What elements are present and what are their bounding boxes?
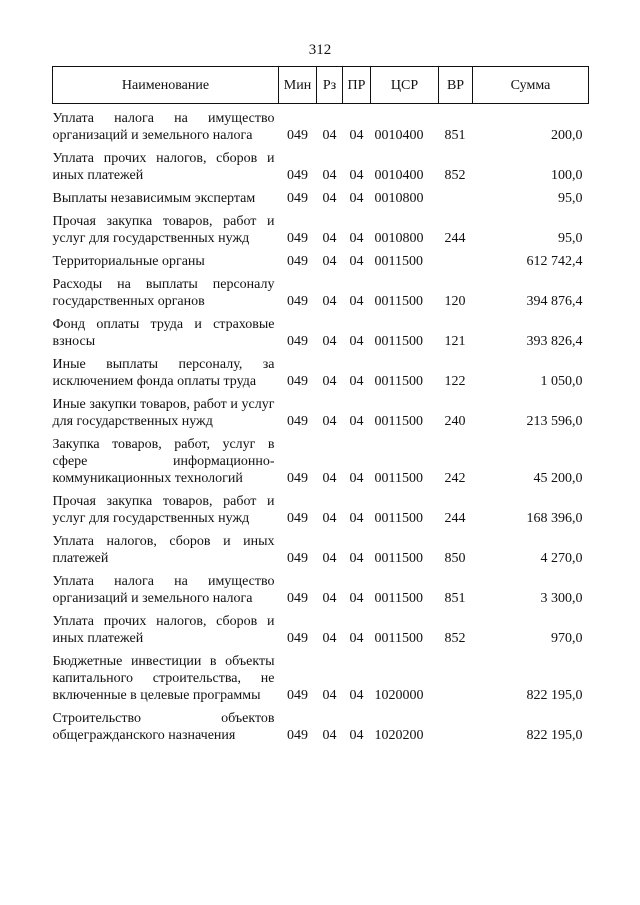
header-name: Наименование bbox=[53, 67, 279, 104]
cell-sum: 200,0 bbox=[551, 128, 583, 143]
cell-pr: 04 bbox=[349, 591, 364, 606]
cell-rz: 04 bbox=[322, 551, 337, 566]
cell-name: Бюджетные инвестиции в объекты капитального строительства, не включенные в целевые программы bbox=[52, 654, 275, 703]
cell-vr: 244 bbox=[444, 231, 466, 246]
cell-csr: 0011500 bbox=[374, 374, 423, 389]
cell-rz: 04 bbox=[322, 334, 337, 349]
cell-vr bbox=[439, 247, 473, 270]
cell-sum: 100,0 bbox=[551, 168, 583, 183]
cell-pr: 04 bbox=[349, 511, 364, 526]
cell-min: 049 bbox=[287, 471, 308, 486]
cell-vr: 852 bbox=[444, 631, 466, 646]
cell-sum: 822 195,0 bbox=[526, 688, 583, 703]
table-row bbox=[53, 310, 589, 350]
cell-pr: 04 bbox=[349, 128, 364, 143]
cell-name: Прочая закупка товаров, работ и услуг для государственных нужд bbox=[52, 494, 275, 526]
cell-pr: 04 bbox=[349, 551, 364, 566]
cell-name: Уплата прочих налогов, сборов и иных платежей bbox=[52, 151, 275, 183]
cell-name: Иные выплаты персоналу, за исключением фонда оплаты труда bbox=[52, 357, 275, 389]
cell-name: Уплата налогов, сборов и иных платежей bbox=[52, 534, 275, 566]
table-row bbox=[53, 487, 589, 527]
cell-min: 049 bbox=[287, 631, 308, 646]
cell-vr bbox=[439, 184, 473, 207]
cell-csr: 0010800 bbox=[374, 231, 424, 246]
cell-sum: 4 270,0 bbox=[540, 551, 583, 566]
cell-rz: 04 bbox=[322, 374, 337, 389]
cell-csr: 0011500 bbox=[374, 334, 423, 349]
cell-pr: 04 bbox=[349, 728, 364, 743]
table-row bbox=[53, 390, 589, 430]
cell-name: Расходы на выплаты персоналу государственных органов bbox=[52, 277, 275, 309]
table-row bbox=[53, 144, 589, 184]
cell-rz: 04 bbox=[322, 631, 337, 646]
table-body bbox=[53, 104, 589, 745]
cell-csr: 0010400 bbox=[374, 128, 424, 143]
cell-min: 049 bbox=[287, 591, 308, 606]
cell-rz: 04 bbox=[322, 168, 337, 183]
cell-rz: 04 bbox=[322, 231, 337, 246]
cell-rz: 04 bbox=[322, 414, 337, 429]
table-row bbox=[53, 567, 589, 607]
cell-csr: 0010400 bbox=[374, 168, 424, 183]
cell-rz: 04 bbox=[322, 511, 337, 526]
cell-min: 049 bbox=[287, 254, 308, 269]
cell-csr: 1020200 bbox=[374, 728, 424, 743]
cell-name: Прочая закупка товаров, работ и услуг для государственных нужд bbox=[52, 214, 275, 246]
cell-name: Закупка товаров, работ, услуг в сфере информационно-коммуникационных технологий bbox=[52, 437, 275, 486]
cell-rz: 04 bbox=[322, 591, 337, 606]
cell-sum: 95,0 bbox=[558, 231, 583, 246]
cell-sum: 612 742,4 bbox=[526, 254, 583, 269]
table-row bbox=[53, 184, 589, 207]
cell-sum: 394 876,4 bbox=[526, 294, 583, 309]
table-row bbox=[53, 247, 589, 270]
cell-sum: 95,0 bbox=[558, 191, 583, 206]
table-row bbox=[53, 350, 589, 390]
cell-rz: 04 bbox=[322, 128, 337, 143]
cell-sum: 1 050,0 bbox=[540, 374, 583, 389]
cell-name: Фонд оплаты труда и страховые взносы bbox=[52, 317, 275, 349]
cell-rz: 04 bbox=[322, 254, 337, 269]
table-row bbox=[53, 704, 589, 744]
cell-vr: 240 bbox=[444, 414, 466, 429]
cell-vr: 850 bbox=[444, 551, 466, 566]
table-row bbox=[53, 527, 589, 567]
header-csr: ЦСР bbox=[371, 67, 439, 104]
cell-csr: 0010800 bbox=[374, 191, 424, 206]
cell-csr: 0011500 bbox=[374, 414, 423, 429]
cell-min: 049 bbox=[287, 511, 308, 526]
table-row bbox=[53, 207, 589, 247]
table-row bbox=[53, 607, 589, 647]
cell-min: 049 bbox=[287, 128, 308, 143]
cell-sum: 393 826,4 bbox=[526, 334, 583, 349]
cell-csr: 1020000 bbox=[374, 688, 424, 703]
table-row bbox=[53, 430, 589, 487]
header-sum: Сумма bbox=[473, 67, 589, 104]
cell-pr: 04 bbox=[349, 191, 364, 206]
cell-sum: 168 396,0 bbox=[526, 511, 583, 526]
cell-sum: 213 596,0 bbox=[526, 414, 583, 429]
cell-name: Территориальные органы bbox=[52, 254, 205, 269]
header-rz: Рз bbox=[317, 67, 343, 104]
header-vr: ВР bbox=[439, 67, 473, 104]
cell-name: Строительство объектов общегражданского назначения bbox=[52, 711, 275, 743]
cell-pr: 04 bbox=[349, 254, 364, 269]
cell-vr bbox=[439, 647, 473, 704]
table-row bbox=[53, 647, 589, 704]
cell-csr: 0011500 bbox=[374, 591, 423, 606]
cell-csr: 0011500 bbox=[374, 511, 423, 526]
cell-pr: 04 bbox=[349, 168, 364, 183]
cell-vr: 121 bbox=[444, 334, 466, 349]
header-pr: ПР bbox=[343, 67, 371, 104]
cell-vr: 851 bbox=[444, 591, 466, 606]
cell-pr: 04 bbox=[349, 688, 364, 703]
cell-min: 049 bbox=[287, 168, 308, 183]
cell-name: Уплата налога на имущество организаций и земельного налога bbox=[52, 111, 275, 143]
cell-rz: 04 bbox=[322, 728, 337, 743]
cell-name: Выплаты независимым экспертам bbox=[52, 191, 256, 206]
cell-min: 049 bbox=[287, 191, 308, 206]
cell-vr: 120 bbox=[444, 294, 466, 309]
cell-rz: 04 bbox=[322, 191, 337, 206]
table-row bbox=[53, 104, 589, 145]
cell-vr: 852 bbox=[444, 168, 466, 183]
cell-pr: 04 bbox=[349, 231, 364, 246]
cell-min: 049 bbox=[287, 728, 308, 743]
cell-min: 049 bbox=[287, 374, 308, 389]
table-row bbox=[53, 270, 589, 310]
cell-min: 049 bbox=[287, 294, 308, 309]
budget-table bbox=[52, 66, 589, 744]
cell-min: 049 bbox=[287, 334, 308, 349]
cell-name: Уплата налога на имущество организаций и земельного налога bbox=[52, 574, 275, 606]
cell-vr: 851 bbox=[444, 128, 466, 143]
cell-pr: 04 bbox=[349, 471, 364, 486]
cell-min: 049 bbox=[287, 231, 308, 246]
cell-vr bbox=[439, 704, 473, 744]
table-header bbox=[53, 67, 589, 104]
cell-min: 049 bbox=[287, 551, 308, 566]
cell-rz: 04 bbox=[322, 471, 337, 486]
cell-rz: 04 bbox=[322, 294, 337, 309]
cell-sum: 970,0 bbox=[551, 631, 583, 646]
cell-min: 049 bbox=[287, 688, 308, 703]
cell-min: 049 bbox=[287, 414, 308, 429]
cell-name: Иные закупки товаров, работ и услуг для государственных нужд bbox=[52, 397, 275, 429]
cell-sum: 45 200,0 bbox=[533, 471, 583, 486]
cell-vr: 242 bbox=[444, 471, 466, 486]
cell-pr: 04 bbox=[349, 414, 364, 429]
cell-vr: 244 bbox=[444, 511, 466, 526]
cell-csr: 0011500 bbox=[374, 294, 423, 309]
cell-sum: 822 195,0 bbox=[526, 728, 583, 743]
page-number: 312 bbox=[308, 42, 332, 58]
cell-vr: 122 bbox=[444, 374, 466, 389]
cell-csr: 0011500 bbox=[374, 551, 423, 566]
cell-rz: 04 bbox=[322, 688, 337, 703]
cell-pr: 04 bbox=[349, 294, 364, 309]
header-min: Мин bbox=[279, 67, 317, 104]
cell-pr: 04 bbox=[349, 631, 364, 646]
cell-name: Уплата прочих налогов, сборов и иных платежей bbox=[52, 614, 275, 646]
cell-pr: 04 bbox=[349, 334, 364, 349]
cell-sum: 3 300,0 bbox=[540, 591, 583, 606]
cell-csr: 0011500 bbox=[374, 254, 423, 269]
cell-csr: 0011500 bbox=[374, 471, 423, 486]
cell-csr: 0011500 bbox=[374, 631, 423, 646]
cell-pr: 04 bbox=[349, 374, 364, 389]
